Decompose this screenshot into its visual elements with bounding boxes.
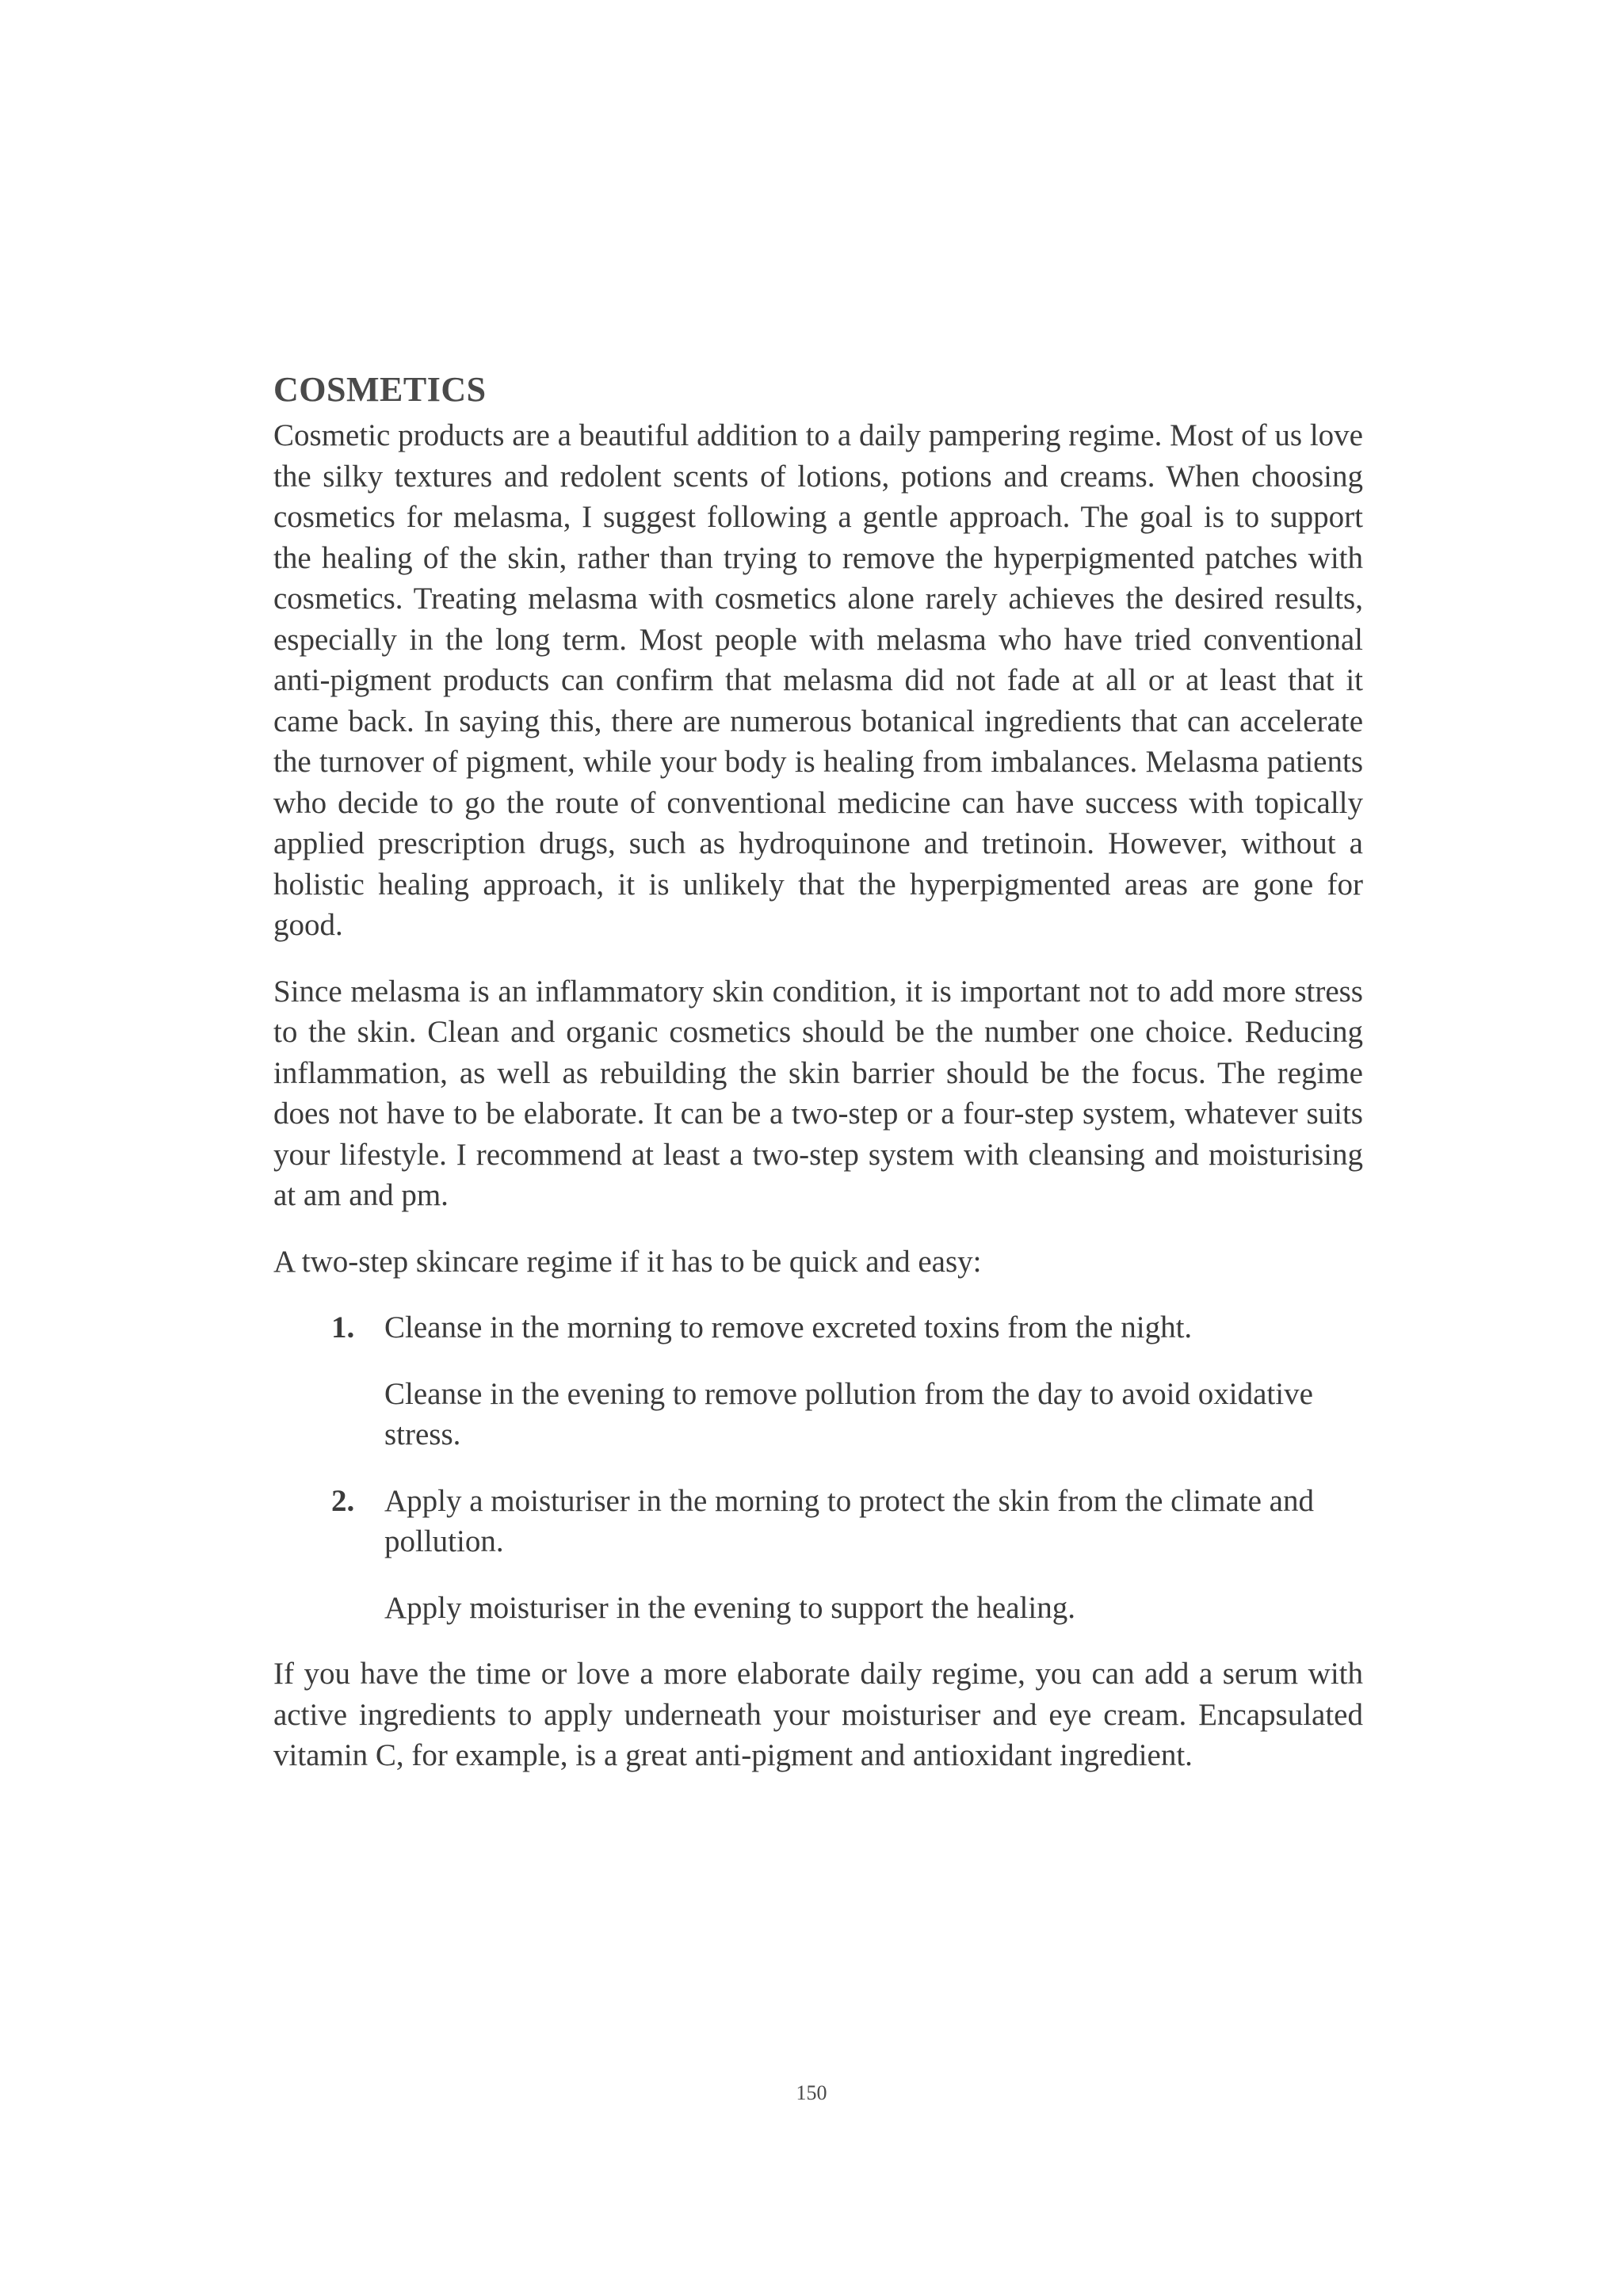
step-text-evening: Cleanse in the evening to remove pollution from the day to avoid oxidative stress. xyxy=(384,1376,1313,1451)
section-heading: COSMETICS xyxy=(273,370,487,409)
list-item-step-2 xyxy=(273,1481,1363,1629)
step-text-morning: Cleanse in the morning to remove excreted toxins from the night. xyxy=(384,1310,1193,1344)
skincare-steps-list xyxy=(273,1307,1363,1628)
paragraph-closing: If you have the time or love a more elaborate daily regime, you can add a serum with active ingredients to apply underneath your moisturiser and eye cream. Encapsulated vitamin C, for example, is a great anti-pigment and antioxidant ingredient. xyxy=(273,1657,1363,1772)
paragraph-inflammation: Since melasma is an inflammatory skin condition, it is important not to add more stress to the skin. Clean and organic cosmetics should be the number one choice. Reducing inflammation, as well as rebuilding the skin barrier should be the focus. The regime does not have to be elaborate. It can be a two-step or a four-step system, whatever suits your lifestyle. I recommend at least a two-step system with cleansing and moisturising at am and pm. xyxy=(273,974,1363,1212)
paragraph-list-intro: A two-step skincare regime if it has to be quick and easy: xyxy=(273,1244,982,1279)
step-text-morning: Apply a moisturiser in the morning to protect the skin from the climate and pollution. xyxy=(384,1483,1314,1558)
page-number: 150 xyxy=(796,2081,827,2104)
step-text-evening: Apply moisturiser in the evening to support the healing. xyxy=(384,1590,1075,1625)
step-number: 2. xyxy=(331,1483,355,1518)
step-number: 1. xyxy=(331,1310,355,1344)
page-content xyxy=(273,366,1363,1802)
list-item-step-1 xyxy=(273,1307,1363,1455)
paragraph-intro: Cosmetic products are a beautiful addition to a daily pampering regime. Most of us love the silky textures and redolent scents of lotions, potions and creams. When choosing cosmetics for melasma, I suggest following a gentle approach. The goal is to support the healing of the skin, rather than trying to remove the hyperpigmented patches with cosmetics. Treating melasma with cosmetics alone rarely achieves the desired results, especially in the long term. Most people with melasma who have tried conventional anti-pigment products can confirm that melasma did not fade at all or at least that it came back. In saying this, there are numerous botanical ingredients that can accelerate the turnover of pigment, while your body is healing from imbalances. Melasma patients who decide to go the route of conventional medicine can have success with topically applied prescription drugs, such as hydroquinone and tretinoin. However, without a holistic healing approach, it is unlikely that the hyperpigmented areas are gone for good. xyxy=(273,418,1363,942)
